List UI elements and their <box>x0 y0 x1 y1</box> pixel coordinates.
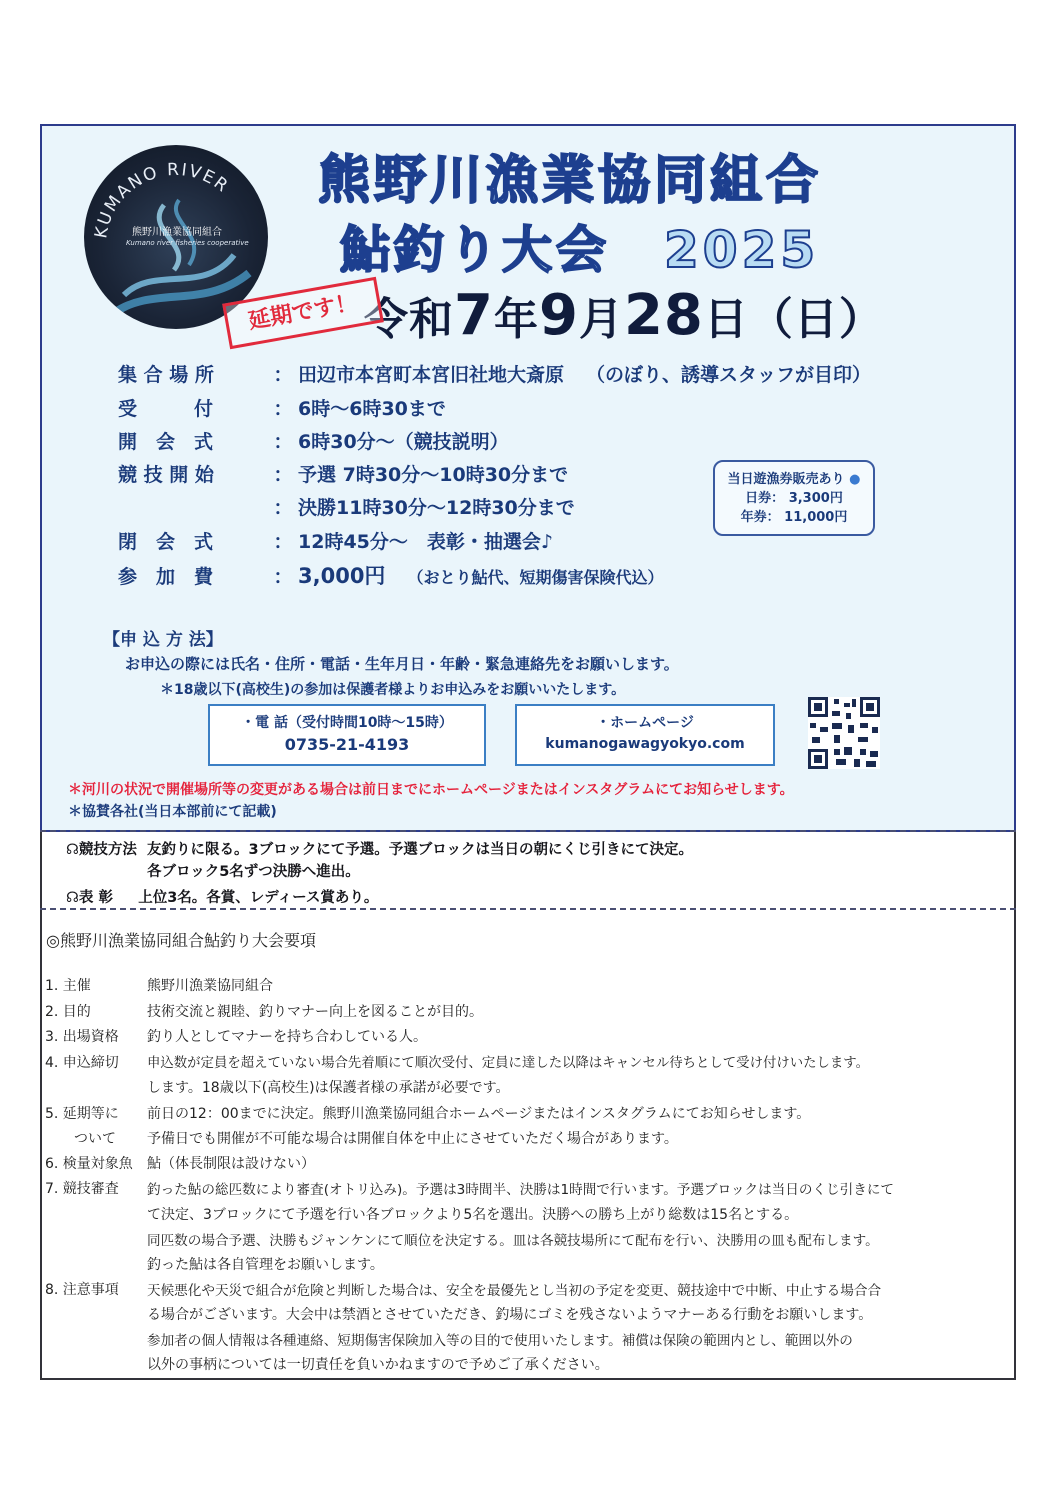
info-fee: 参 加 費 ： 3,000円 （おとり鮎代、短期傷害保険代込） <box>118 564 664 588</box>
info-closing: 閉 会 式 ： 12時45分～ 表彰・抽選会♪ <box>118 531 554 553</box>
apply-heading: 【申 込 方 法】 <box>103 630 223 650</box>
logo-name-jp: 熊野川漁業協同組合 <box>132 227 222 238</box>
item-1-text: 熊野川漁業協同組合 <box>147 978 273 994</box>
web-box <box>515 704 775 766</box>
item-8-text-2: る場合がございます。大会中は禁酒とさせていただき、釣場にゴミを残さないようマナーある行動をお願いします。 <box>147 1307 873 1323</box>
item-8-text-3: 参加者の個人情報は各種連絡、短期傷害保険加入等の目的で使用いたします。補償は保険の範囲内とし、範囲以外の <box>147 1333 853 1349</box>
postponed-stamp: 延期です！ <box>222 277 384 349</box>
item-5-text-2: 予備日でも開催が不可能な場合は開催自体を中止にさせていただく場合があります。 <box>147 1131 678 1147</box>
ticket-year: 年券： 11,000円 <box>740 510 848 525</box>
info-reception: 受 付 ： 6時～6時30まで <box>118 398 446 420</box>
apply-line1: お申込の際には氏名・住所・電話・生年月日・年齢・緊急連絡先をお願いします。 <box>125 655 679 673</box>
qr-code[interactable] <box>808 697 880 769</box>
fish-icon: ● <box>849 472 861 487</box>
apply-line2: ＊18歳以下(高校生)の参加は保護者様よりお申込みをお願いいたします。 <box>160 682 626 698</box>
method-row: ☊競技方法 友釣りに限る。3ブロックにて予選。予選ブロックは当日の朝にくじ引きにて決定。 <box>66 842 694 858</box>
item-6-num: 6. 検量対象魚 <box>45 1156 133 1172</box>
item-3-text: 釣り人としてマナーを持ち合わしている人。 <box>147 1029 427 1045</box>
logo-arc-text: KUMANO RIVER <box>91 159 233 240</box>
ticket-sale-box <box>713 460 875 536</box>
item-2-num: 2. 目的 <box>45 1004 91 1020</box>
item-7-num: 7. 競技審査 <box>45 1181 119 1197</box>
item-4-text-1: 申込数が定員を超えていない場合先着順にて順次受付、定員に達した以降はキャンセル待ちとして受け付けいたします。 <box>147 1056 870 1071</box>
ticket-day: 日券： 3,300円 <box>745 491 843 506</box>
item-7-text-1: 釣った鮎の総匹数により審査(オトリ込み)。予選は3時間半、決勝は1時間で行います。予選ブロックは当日のくじ引きにて <box>147 1182 895 1198</box>
event-date: 令和7年9月28日（日） <box>364 283 884 348</box>
speaker-icon: ☊ <box>66 842 79 858</box>
phone-number[interactable]: 0735-21-4193 <box>284 735 410 754</box>
item-4-num: 4. 申込締切 <box>45 1055 119 1071</box>
method-row-2: 各ブロック5名ずつ決勝へ進出。 <box>147 864 360 880</box>
divider-top <box>40 830 1016 832</box>
item-8-text-4: 以外の事柄については一切責任を負いかねますので予めご了承ください。 <box>147 1357 609 1373</box>
web-label: ・ホームページ <box>596 715 694 731</box>
item-5-num-2: ついて <box>74 1131 116 1147</box>
info-start: 競 技 開 始 ： 予選 7時30分～10時30分まで <box>118 464 569 486</box>
item-3-num: 3. 出場資格 <box>45 1029 119 1045</box>
info-venue: 集 合 場 所 ： 田辺市本宮町本宮旧社地大斎原 （のぼり、誘導スタッフが目印） <box>118 364 872 386</box>
change-notice: ＊河川の状況で開催場所等の変更がある場合は前日までにホームページまたはインスタグラムにてお知らせします。 <box>68 782 794 798</box>
event-title: 鮎釣り大会 2025 <box>340 221 820 279</box>
phone-label: ・電 話（受付時間10時～15時） <box>241 715 453 731</box>
item-6-text: 鮎（体長制限は設けない） <box>147 1156 315 1172</box>
item-5-text-1: 前日の12：00までに決定。熊野川漁業協同組合ホームページまたはインスタグラムにてお知らせします。 <box>147 1106 811 1122</box>
item-8-num: 8. 注意事項 <box>45 1282 119 1298</box>
item-4-text-2: します。18歳以下(高校生)は保護者様の承諾が必要です。 <box>147 1080 510 1096</box>
item-7-text-2: て決定、3ブロックにて予選を行い各ブロックより5名を選出。決勝への勝ち上がり総数は15名とする。 <box>147 1207 799 1223</box>
logo-name-en: Kumano river fisheries cooperative <box>126 239 249 247</box>
web-link[interactable]: kumanogawagyokyo.com <box>545 736 745 752</box>
outline-title: ◎熊野川漁業協同組合鮎釣り大会要項 <box>46 931 316 950</box>
info-final: ： 決勝11時30分～12時30分まで <box>273 497 575 519</box>
ticket-title: 当日遊漁券販売あり <box>727 472 845 487</box>
item-7-text-3: 同匹数の場合予選、決勝もジャンケンにて順位を決定する。皿は各競技場所にて配布を行い、決勝用の皿も配布します。 <box>147 1233 879 1249</box>
org-title: 熊野川漁業協同組合 <box>318 151 823 211</box>
item-2-text: 技術交流と親睦、釣りマナー向上を図ることが目的。 <box>147 1004 483 1020</box>
item-5-num: 5. 延期等に <box>45 1106 119 1122</box>
award-row: ☊表 彰 上位3名。各賞、レディース賞あり。 <box>66 890 379 906</box>
phone-box <box>208 704 486 766</box>
divider-bottom <box>40 908 1016 910</box>
info-opening: 開 会 式 ： 6時30分～（競技説明） <box>118 431 509 453</box>
item-8-text-1: 天候悪化や天災で組合が危険と判断した場合は、安全を最優先とし当初の予定を変更、競技途中で中断、中止する場合合 <box>147 1283 882 1299</box>
sponsor-note: ＊協賛各社(当日本部前にて記載) <box>68 804 277 820</box>
item-1-num: 1. 主催 <box>45 978 91 994</box>
item-7-text-4: 釣った鮎は各自管理をお願いします。 <box>147 1257 384 1273</box>
speaker-icon: ☊ <box>66 890 79 906</box>
